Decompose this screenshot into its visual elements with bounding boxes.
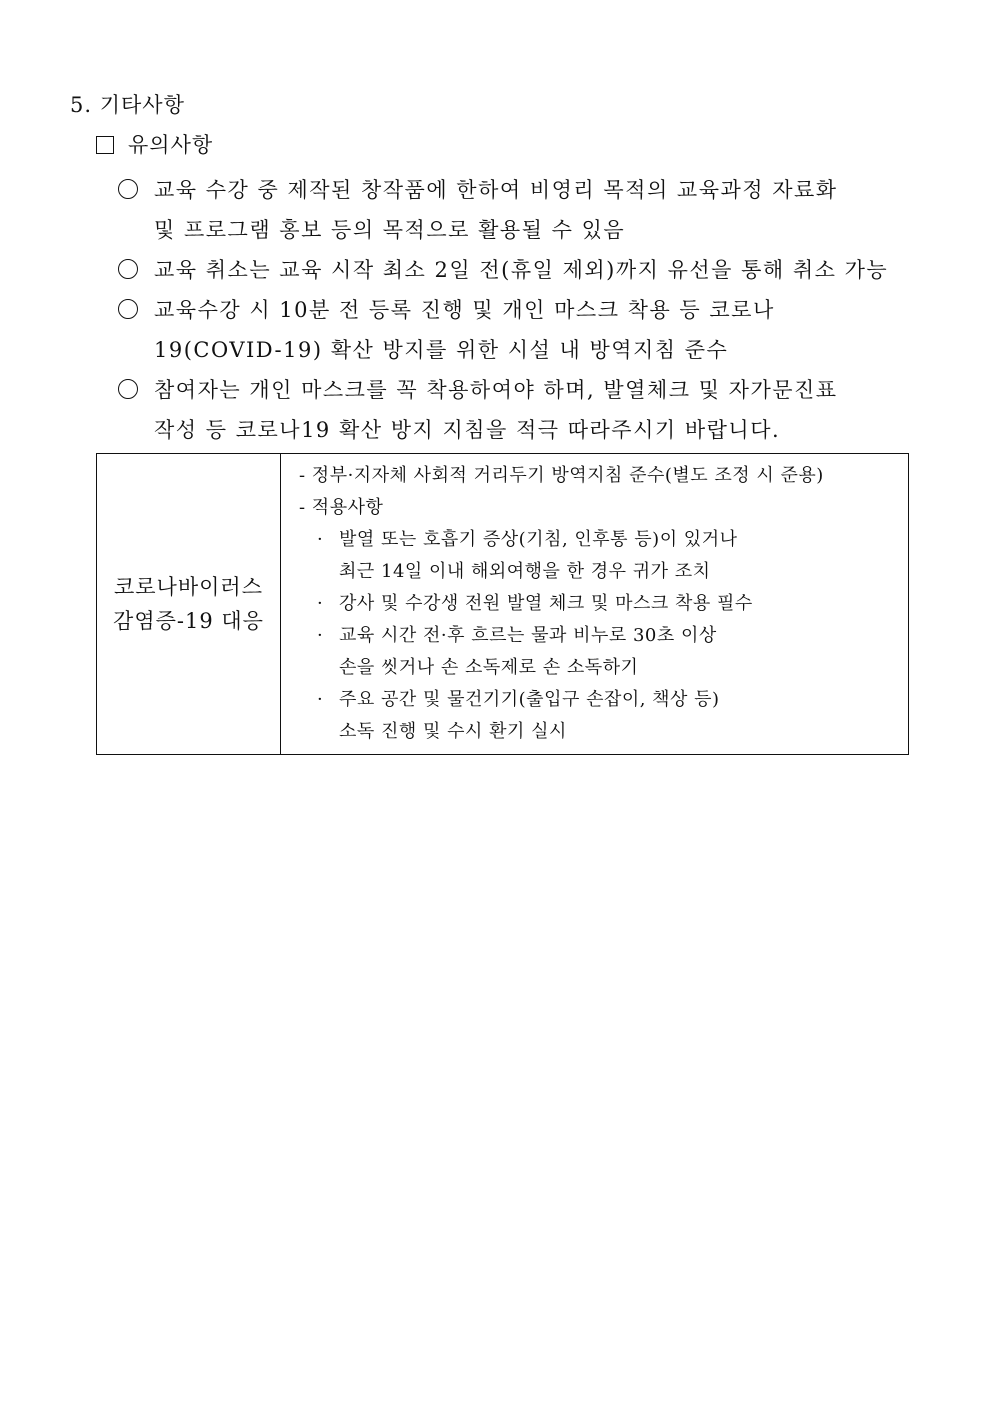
note-item — [118, 370, 924, 450]
notes-list — [118, 170, 924, 450]
bullet-line: 최근 14일 이내 해외여행을 한 경우 귀가 조치 — [339, 561, 711, 582]
bullet-item — [299, 620, 902, 684]
bullet-line: 교육 시간 전·후 흐르는 물과 비누로 30초 이상 — [339, 625, 717, 646]
checkbox-icon — [96, 136, 114, 154]
note-line: 교육수강 시 10분 전 등록 진행 및 개인 마스크 착용 등 코로나 — [154, 298, 775, 322]
label-line: 감염증-19 대응 — [113, 609, 264, 633]
bullet-line: 발열 또는 호흡기 증상(기침, 인후통 등)이 있거나 — [339, 529, 738, 550]
note-line: 작성 등 코로나19 확산 방지 지침을 적극 따라주시기 바랍니다. — [154, 418, 781, 442]
middle-dot-icon: · — [317, 529, 324, 550]
circle-bullet-icon — [118, 179, 138, 199]
dash-item: - 적용사항 — [299, 497, 384, 518]
note-line: 교육 취소는 교육 시작 최소 2일 전(휴일 제외)까지 유선을 통해 취소 가능 — [154, 258, 889, 282]
note-item — [118, 170, 924, 250]
middle-dot-icon: · — [317, 625, 324, 646]
bullet-line: 손을 씻거나 손 소독제로 손 소독하기 — [339, 657, 639, 678]
note-item — [118, 250, 924, 290]
table-row — [97, 454, 909, 755]
covid-response-table — [96, 453, 909, 755]
middle-dot-icon: · — [317, 593, 324, 614]
bullet-line: 강사 및 수강생 전원 발열 체크 및 마스크 착용 필수 — [339, 593, 753, 614]
note-line: 참여자는 개인 마스크를 꼭 착용하여야 하며, 발열체크 및 자가문진표 — [154, 378, 838, 402]
table-content-cell — [281, 454, 909, 755]
bullet-item — [299, 684, 902, 748]
circle-bullet-icon — [118, 379, 138, 399]
label-line: 코로나바이러스 — [113, 575, 263, 599]
bullet-line: 소독 진행 및 수시 환기 실시 — [339, 721, 567, 742]
circle-bullet-icon — [118, 259, 138, 279]
middle-dot-icon: · — [317, 689, 324, 710]
note-line: 19(COVID-19) 확산 방지를 위한 시설 내 방역지침 준수 — [154, 338, 729, 362]
bullet-item — [299, 524, 902, 588]
dash-item: - 정부·지자체 사회적 거리두기 방역지침 준수(별도 조정 시 준용) — [299, 465, 824, 486]
subsection-title: 유의사항 — [128, 133, 214, 157]
bullet-item — [299, 588, 902, 620]
bullet-line: 주요 공간 및 물건기기(출입구 손잡이, 책상 등) — [339, 689, 720, 710]
note-line: 교육 수강 중 제작된 창작품에 한하여 비영리 목적의 교육과정 자료화 — [154, 178, 838, 202]
section-title: 5. 기타사항 — [70, 93, 185, 117]
subsection-heading — [96, 130, 213, 160]
note-line: 및 프로그램 홍보 등의 목적으로 활용될 수 있음 — [154, 218, 626, 242]
table-label-cell — [97, 454, 281, 755]
note-item — [118, 290, 924, 370]
circle-bullet-icon — [118, 299, 138, 319]
